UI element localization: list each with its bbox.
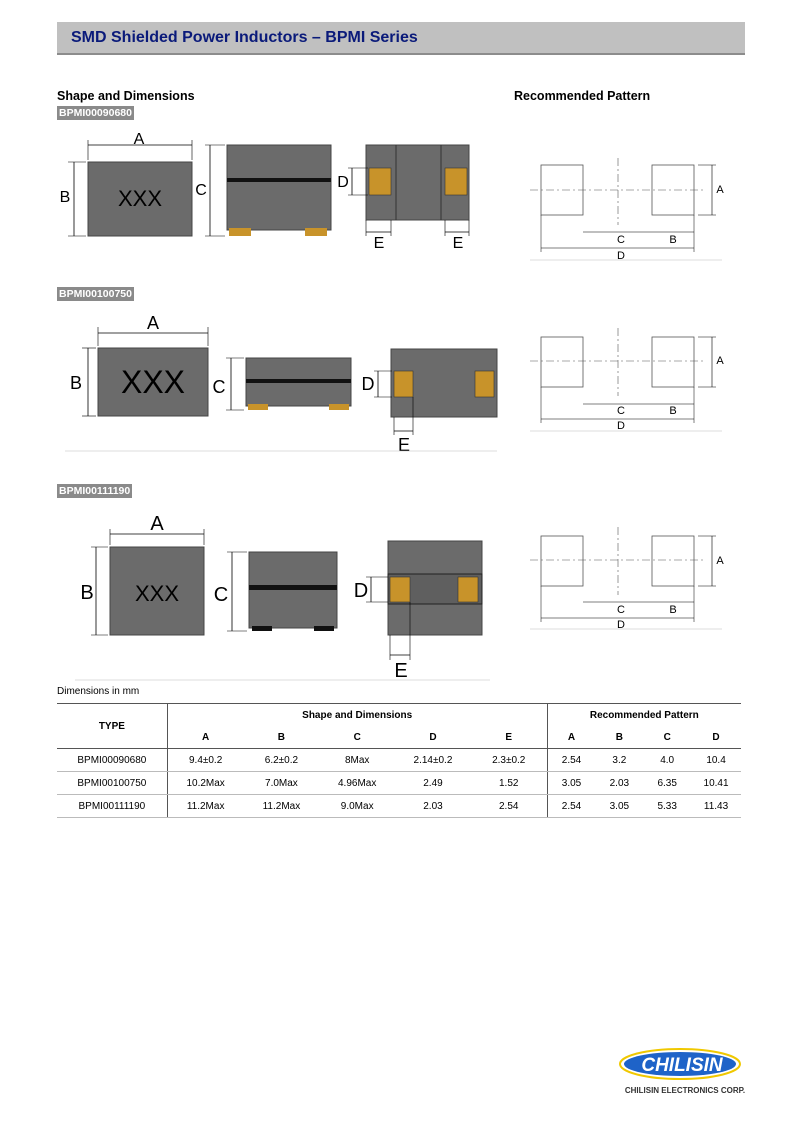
- dim-label-c-1: C: [195, 182, 207, 199]
- table-cell: 3.05: [547, 772, 595, 795]
- pattern-label-c-3: C: [617, 604, 625, 616]
- marking-1: XXX: [117, 186, 163, 211]
- col-header: A: [547, 726, 595, 749]
- shape-section-title: Shape and Dimensions: [57, 89, 195, 103]
- dim-label-b-3: B: [80, 582, 94, 604]
- dim-label-c-2: C: [212, 377, 226, 397]
- dim-label-b-2: B: [69, 373, 83, 393]
- type-cell: BPMI00100750: [57, 772, 167, 795]
- table-cell: 2.03: [395, 795, 471, 818]
- table-cell: 10.4: [691, 749, 741, 772]
- company-name: CHILISIN ELECTRONICS CORP.: [624, 1086, 746, 1095]
- pattern-label-c-1: C: [617, 234, 625, 246]
- table-cell: 9.0Max: [319, 795, 395, 818]
- table-cell: 10.2Max: [167, 772, 243, 795]
- top-view-1: [60, 131, 192, 236]
- dimensions-table: [57, 703, 741, 818]
- page-title: SMD Shielded Power Inductors – BPMI Series: [71, 29, 418, 46]
- pattern-label-d-2: D: [617, 420, 625, 432]
- pattern-group-header: Recommended Pattern: [547, 704, 741, 727]
- pattern-label-a-3: A: [716, 555, 724, 567]
- dim-label-e-3: E: [394, 660, 408, 682]
- drawing-model-1: [0, 0, 794, 280]
- dim-label-d-1: D: [337, 174, 349, 191]
- model-tag-2: BPMI00100750: [59, 288, 132, 300]
- table-cell: 3.2: [595, 749, 643, 772]
- col-header: A: [167, 726, 243, 749]
- col-header: C: [319, 726, 395, 749]
- col-header: B: [595, 726, 643, 749]
- table-cell: 11.43: [691, 795, 741, 818]
- pattern-label-c-2: C: [617, 405, 625, 417]
- table-cell: 2.3±0.2: [471, 749, 547, 772]
- table-cell: 9.4±0.2: [167, 749, 243, 772]
- table-row: [57, 795, 741, 818]
- table-cell: 2.14±0.2: [395, 749, 471, 772]
- type-cell: BPMI00111190: [57, 795, 167, 818]
- dim-label-e-1b: E: [452, 235, 464, 252]
- company-logo: [610, 1047, 760, 1099]
- table-cell: 4.0: [643, 749, 691, 772]
- marking-2: XXX: [120, 364, 186, 400]
- pattern-label-a-2: A: [716, 355, 724, 367]
- pattern-2: [530, 328, 724, 432]
- marking-3: XXX: [134, 581, 180, 606]
- type-header: TYPE: [57, 704, 167, 749]
- table-cell: 7.0Max: [244, 772, 320, 795]
- pattern-label-d-1: D: [617, 250, 625, 262]
- model-tag-1: BPMI00090680: [59, 107, 132, 119]
- col-header: D: [691, 726, 741, 749]
- table-row: [57, 749, 741, 772]
- table-cell: 2.49: [395, 772, 471, 795]
- dim-label-c-3: C: [213, 584, 229, 606]
- dim-label-e-1a: E: [373, 235, 385, 252]
- table-row: [57, 772, 741, 795]
- col-header: B: [244, 726, 320, 749]
- top-view-2: [70, 313, 208, 416]
- table-cell: 4.96Max: [319, 772, 395, 795]
- pattern-label-a-1: A: [716, 184, 724, 196]
- table-caption: Dimensions in mm: [57, 686, 140, 697]
- shape-group-header: Shape and Dimensions: [167, 704, 547, 727]
- pattern-3: [530, 527, 724, 631]
- table-cell: 6.2±0.2: [244, 749, 320, 772]
- pattern-1: [530, 158, 724, 262]
- table-cell: 1.52: [471, 772, 547, 795]
- pattern-label-b-1: B: [669, 234, 677, 246]
- dim-label-b-1: B: [59, 189, 71, 206]
- top-view-3: [80, 513, 204, 635]
- table-cell: 2.54: [471, 795, 547, 818]
- bottom-view-1: [337, 145, 469, 252]
- table-cell: 8Max: [319, 749, 395, 772]
- dim-label-d-3: D: [353, 580, 369, 602]
- col-header: E: [471, 726, 547, 749]
- dim-label-a-3: A: [150, 513, 164, 535]
- dim-label-d-2: D: [361, 374, 375, 394]
- pattern-label-b-2: B: [669, 405, 677, 417]
- table-cell: 2.54: [547, 795, 595, 818]
- type-cell: BPMI00090680: [57, 749, 167, 772]
- table-cell: 6.35: [643, 772, 691, 795]
- side-view-2: [213, 358, 352, 410]
- table-cell: 2.54: [547, 749, 595, 772]
- drawing-model-2: [0, 300, 794, 460]
- drawing-model-3: [0, 500, 794, 685]
- table-cell: 2.03: [595, 772, 643, 795]
- pattern-label-d-3: D: [617, 619, 625, 631]
- dim-label-e-2: E: [397, 435, 411, 455]
- side-view-1: [195, 145, 331, 236]
- model-tag-3: BPMI00111190: [59, 485, 131, 497]
- table-cell: 3.05: [595, 795, 643, 818]
- table-cell: 11.2Max: [167, 795, 243, 818]
- table-cell: 11.2Max: [244, 795, 320, 818]
- pattern-section-title: Recommended Pattern: [514, 89, 651, 103]
- dim-label-a-2: A: [146, 313, 160, 333]
- pattern-label-b-3: B: [669, 604, 677, 616]
- logo-wordmark: CHILISIN: [641, 1055, 723, 1076]
- col-header: D: [395, 726, 471, 749]
- col-header: C: [643, 726, 691, 749]
- table-cell: 10.41: [691, 772, 741, 795]
- table-cell: 5.33: [643, 795, 691, 818]
- dim-label-a-1: A: [133, 131, 145, 148]
- side-view-3: [214, 552, 337, 631]
